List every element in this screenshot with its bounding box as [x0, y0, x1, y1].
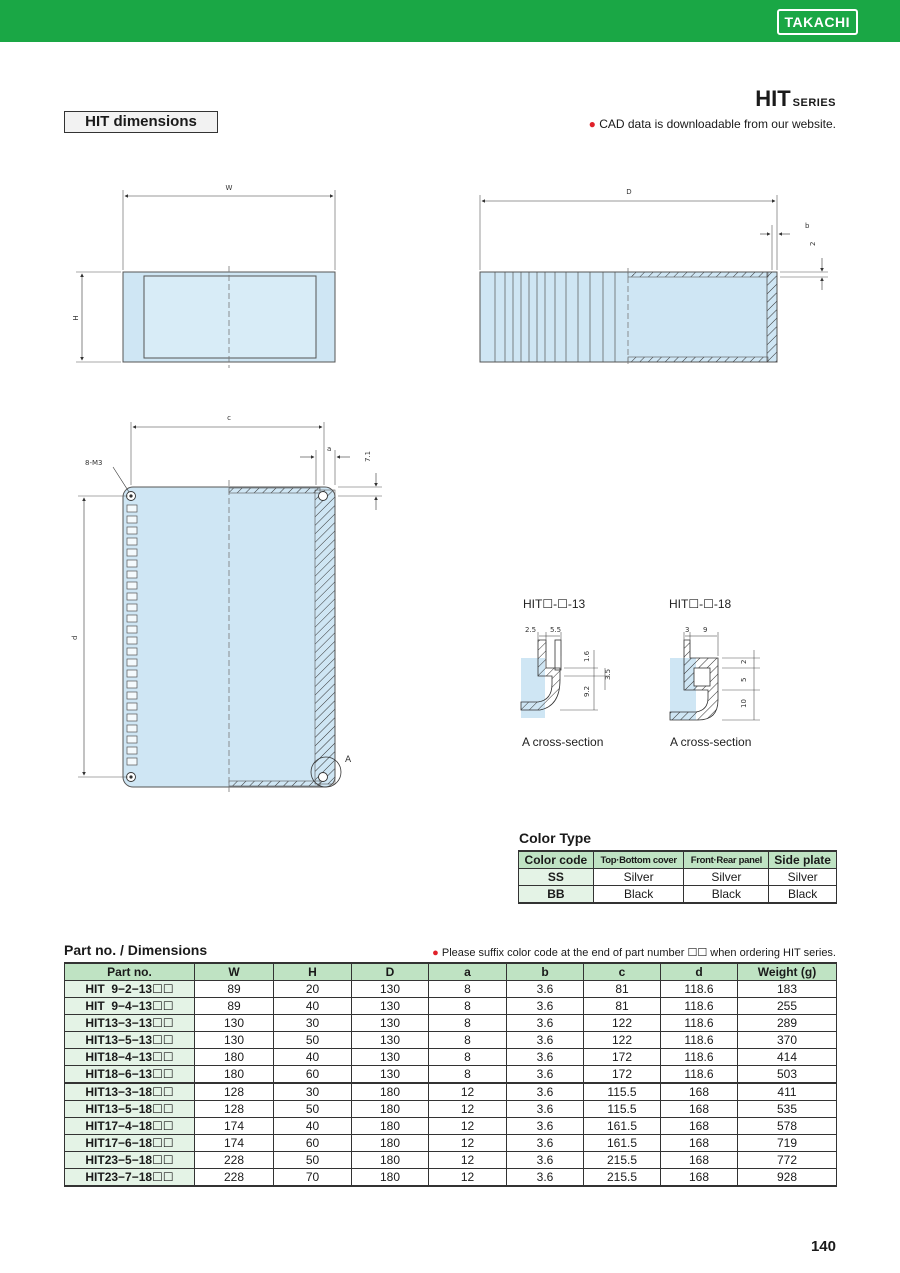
- bullet-icon: ●: [432, 947, 439, 959]
- table-cell: 20: [274, 981, 352, 998]
- table-cell: 180: [352, 1169, 429, 1187]
- table-row: [519, 869, 837, 886]
- color-code-cell: BB: [519, 886, 594, 904]
- table-cell: 180: [352, 1083, 429, 1101]
- table-cell: 12: [429, 1101, 507, 1118]
- table-cell: 578: [738, 1118, 837, 1135]
- table-cell: 115.5: [584, 1083, 661, 1101]
- parts-table: [64, 962, 837, 1187]
- xs18-dim-4: 5: [740, 677, 748, 682]
- table-cell: 118.6: [661, 1049, 738, 1066]
- table-cell: 168: [661, 1083, 738, 1101]
- table-cell: 89: [195, 998, 274, 1015]
- table-cell: 118.6: [661, 1032, 738, 1049]
- dim-label-c: c: [227, 414, 231, 422]
- table-cell: 180: [352, 1101, 429, 1118]
- table-cell: 928: [738, 1169, 837, 1187]
- dim-label-W: W: [225, 184, 233, 192]
- table-cell: Silver: [769, 869, 837, 886]
- table-row: [65, 1169, 837, 1187]
- xs13-dim-3: 1.6: [583, 650, 591, 662]
- table-cell: 3.6: [507, 1032, 584, 1049]
- table-cell: 183: [738, 981, 837, 998]
- table-cell: 128: [195, 1083, 274, 1101]
- table-cell: 503: [738, 1066, 837, 1084]
- cross-section-18-title: HIT☐-☐-18: [669, 597, 732, 611]
- table-row: [65, 1118, 837, 1135]
- table-header: Side plate: [769, 851, 837, 869]
- color-code-cell: SS: [519, 869, 594, 886]
- table-cell: 3.6: [507, 1101, 584, 1118]
- table-header: d: [661, 963, 738, 981]
- table-cell: 168: [661, 1152, 738, 1169]
- table-header: a: [429, 963, 507, 981]
- table-cell: 8: [429, 1049, 507, 1066]
- table-row: [65, 981, 837, 998]
- table-cell: 3.6: [507, 1066, 584, 1084]
- part-number-cell: HIT13−5−18☐☐: [65, 1101, 195, 1118]
- table-header: Color code: [519, 851, 594, 869]
- part-number-cell: HIT23−5−18☐☐: [65, 1152, 195, 1169]
- series-suffix: SERIES: [792, 97, 836, 109]
- table-cell: 12: [429, 1169, 507, 1187]
- table-row: [65, 998, 837, 1015]
- xs18-dim-3: 2: [740, 659, 748, 664]
- table-cell: 30: [274, 1015, 352, 1032]
- table-cell: 772: [738, 1152, 837, 1169]
- table-cell: 60: [274, 1066, 352, 1084]
- table-cell: 122: [584, 1032, 661, 1049]
- table-cell: 161.5: [584, 1135, 661, 1152]
- table-header: W: [195, 963, 274, 981]
- xs13-dim-2: 5.5: [550, 626, 562, 634]
- part-number-cell: HIT 9−4−13☐☐: [65, 998, 195, 1015]
- table-cell: 128: [195, 1101, 274, 1118]
- cross-section-18: [669, 597, 760, 749]
- table-row: [65, 1015, 837, 1032]
- xs13-dim-5: 9.2: [583, 685, 591, 697]
- bullet-icon: ●: [588, 117, 596, 131]
- table-cell: 370: [738, 1032, 837, 1049]
- table-cell: 12: [429, 1118, 507, 1135]
- table-cell: Silver: [684, 869, 769, 886]
- table-cell: 180: [195, 1066, 274, 1084]
- table-cell: 180: [195, 1049, 274, 1066]
- table-cell: 130: [352, 1049, 429, 1066]
- xs13-dim-1: 2.5: [525, 626, 537, 634]
- cross-section-18-caption: A cross-section: [670, 735, 752, 749]
- dim-label-7-1: 7.1: [364, 450, 372, 462]
- table-cell: 60: [274, 1135, 352, 1152]
- part-number-cell: HIT23−7−18☐☐: [65, 1169, 195, 1187]
- table-cell: 118.6: [661, 981, 738, 998]
- parts-title: Part no. / Dimensions: [64, 942, 208, 958]
- table-cell: 81: [584, 998, 661, 1015]
- table-cell: Black: [684, 886, 769, 904]
- table-cell: 130: [195, 1015, 274, 1032]
- table-cell: 3.6: [507, 1083, 584, 1101]
- section-title: HIT dimensions: [64, 111, 218, 133]
- table-cell: 255: [738, 998, 837, 1015]
- table-cell: 3.6: [507, 981, 584, 998]
- cross-section-13-caption: A cross-section: [522, 735, 604, 749]
- table-header: Part no.: [65, 963, 195, 981]
- part-number-cell: HIT18−4−13☐☐: [65, 1049, 195, 1066]
- xs18-dim-1: 3: [685, 626, 690, 634]
- table-cell: 174: [195, 1135, 274, 1152]
- table-cell: 180: [352, 1152, 429, 1169]
- table-cell: 215.5: [584, 1169, 661, 1187]
- table-cell: 130: [352, 1066, 429, 1084]
- table-cell: 8: [429, 1015, 507, 1032]
- table-cell: 8: [429, 998, 507, 1015]
- table-cell: 8: [429, 981, 507, 998]
- table-cell: 411: [738, 1083, 837, 1101]
- table-row: [65, 1066, 837, 1084]
- table-cell: 12: [429, 1135, 507, 1152]
- table-header-row: [65, 963, 837, 981]
- table-cell: 8: [429, 1032, 507, 1049]
- table-cell: 3.6: [507, 998, 584, 1015]
- table-cell: 3.6: [507, 1169, 584, 1187]
- table-cell: 215.5: [584, 1152, 661, 1169]
- table-header: D: [352, 963, 429, 981]
- part-number-cell: HIT13−3−18☐☐: [65, 1083, 195, 1101]
- part-number-cell: HIT18−6−13☐☐: [65, 1066, 195, 1084]
- table-cell: 12: [429, 1083, 507, 1101]
- table-header: b: [507, 963, 584, 981]
- table-cell: 30: [274, 1083, 352, 1101]
- table-cell: 8: [429, 1066, 507, 1084]
- table-cell: 168: [661, 1118, 738, 1135]
- table-cell: 228: [195, 1169, 274, 1187]
- table-row: [65, 1049, 837, 1066]
- table-cell: 115.5: [584, 1101, 661, 1118]
- xs13-dim-4: 3.5: [604, 668, 612, 680]
- table-cell: 130: [352, 1015, 429, 1032]
- table-cell: 12: [429, 1152, 507, 1169]
- table-cell: 414: [738, 1049, 837, 1066]
- table-row: [65, 1152, 837, 1169]
- suffix-note-text: Please suffix color code at the end of part number ☐☐ when ordering HIT series.: [441, 947, 836, 959]
- table-cell: 50: [274, 1152, 352, 1169]
- top-view: [71, 414, 382, 794]
- dim-label-d: d: [71, 635, 79, 640]
- table-cell: 40: [274, 998, 352, 1015]
- cross-section-13: [521, 597, 612, 749]
- table-cell: Silver: [593, 869, 684, 886]
- table-cell: 81: [584, 981, 661, 998]
- table-cell: 180: [352, 1135, 429, 1152]
- table-cell: 118.6: [661, 998, 738, 1015]
- table-cell: 3.6: [507, 1118, 584, 1135]
- table-cell: 174: [195, 1118, 274, 1135]
- dim-label-2: 2: [809, 241, 817, 246]
- table-cell: 168: [661, 1169, 738, 1187]
- table-cell: 719: [738, 1135, 837, 1152]
- part-number-cell: HIT13−5−13☐☐: [65, 1032, 195, 1049]
- table-header-row: [519, 851, 837, 869]
- table-cell: 130: [352, 981, 429, 998]
- parts-table-body: [65, 981, 837, 1187]
- xs18-dim-5: 10: [740, 699, 748, 708]
- table-cell: 3.6: [507, 1135, 584, 1152]
- table-cell: 180: [352, 1118, 429, 1135]
- xs18-dim-2: 9: [703, 626, 708, 634]
- table-cell: 40: [274, 1049, 352, 1066]
- color-type-title: Color Type: [519, 830, 592, 846]
- cross-section-13-title: HIT☐-☐-13: [523, 597, 586, 611]
- table-cell: 172: [584, 1049, 661, 1066]
- table-cell: Black: [593, 886, 684, 904]
- table-cell: 50: [274, 1101, 352, 1118]
- part-number-cell: HIT 9−2−13☐☐: [65, 981, 195, 998]
- table-cell: 118.6: [661, 1015, 738, 1032]
- table-cell: 3.6: [507, 1049, 584, 1066]
- part-number-cell: HIT17−4−18☐☐: [65, 1118, 195, 1135]
- table-row: [65, 1135, 837, 1152]
- table-row: [65, 1101, 837, 1118]
- dim-label-b: b: [805, 222, 810, 230]
- cad-note-text: CAD data is downloadable from our website.: [599, 117, 836, 131]
- dim-label-H: H: [72, 315, 80, 321]
- color-type-table: [518, 850, 837, 904]
- table-cell: 172: [584, 1066, 661, 1084]
- page-number: 140: [810, 1238, 836, 1255]
- part-number-cell: HIT17−6−18☐☐: [65, 1135, 195, 1152]
- screw-label: 8-M3: [85, 459, 103, 467]
- table-cell: 3.6: [507, 1015, 584, 1032]
- table-cell: 122: [584, 1015, 661, 1032]
- table-row: [65, 1083, 837, 1101]
- table-cell: 161.5: [584, 1118, 661, 1135]
- table-header: H: [274, 963, 352, 981]
- table-cell: 535: [738, 1101, 837, 1118]
- series-name: HIT: [755, 86, 791, 111]
- table-cell: 130: [195, 1032, 274, 1049]
- table-row: [65, 1032, 837, 1049]
- table-cell: 3.6: [507, 1152, 584, 1169]
- dim-label-D: D: [626, 188, 632, 196]
- part-number-cell: HIT13−3−13☐☐: [65, 1015, 195, 1032]
- table-cell: 168: [661, 1101, 738, 1118]
- table-row: [519, 886, 837, 904]
- brand-logo: TAKACHI: [777, 9, 858, 35]
- table-cell: 168: [661, 1135, 738, 1152]
- table-cell: 228: [195, 1152, 274, 1169]
- side-view: [480, 188, 828, 366]
- front-view: [72, 184, 335, 368]
- table-cell: 40: [274, 1118, 352, 1135]
- dim-label-a: a: [327, 445, 332, 453]
- detail-label-A: A: [345, 755, 352, 765]
- table-header: Top·Bottom cover: [593, 851, 684, 869]
- suffix-note: [432, 946, 836, 959]
- table-header: c: [584, 963, 661, 981]
- table-cell: 70: [274, 1169, 352, 1187]
- table-cell: 89: [195, 981, 274, 998]
- table-cell: 50: [274, 1032, 352, 1049]
- table-cell: 130: [352, 998, 429, 1015]
- table-header: Front·Rear panel: [684, 851, 769, 869]
- table-cell: Black: [769, 886, 837, 904]
- table-cell: 289: [738, 1015, 837, 1032]
- table-cell: 118.6: [661, 1066, 738, 1084]
- table-cell: 130: [352, 1032, 429, 1049]
- table-header: Weight (g): [738, 963, 837, 981]
